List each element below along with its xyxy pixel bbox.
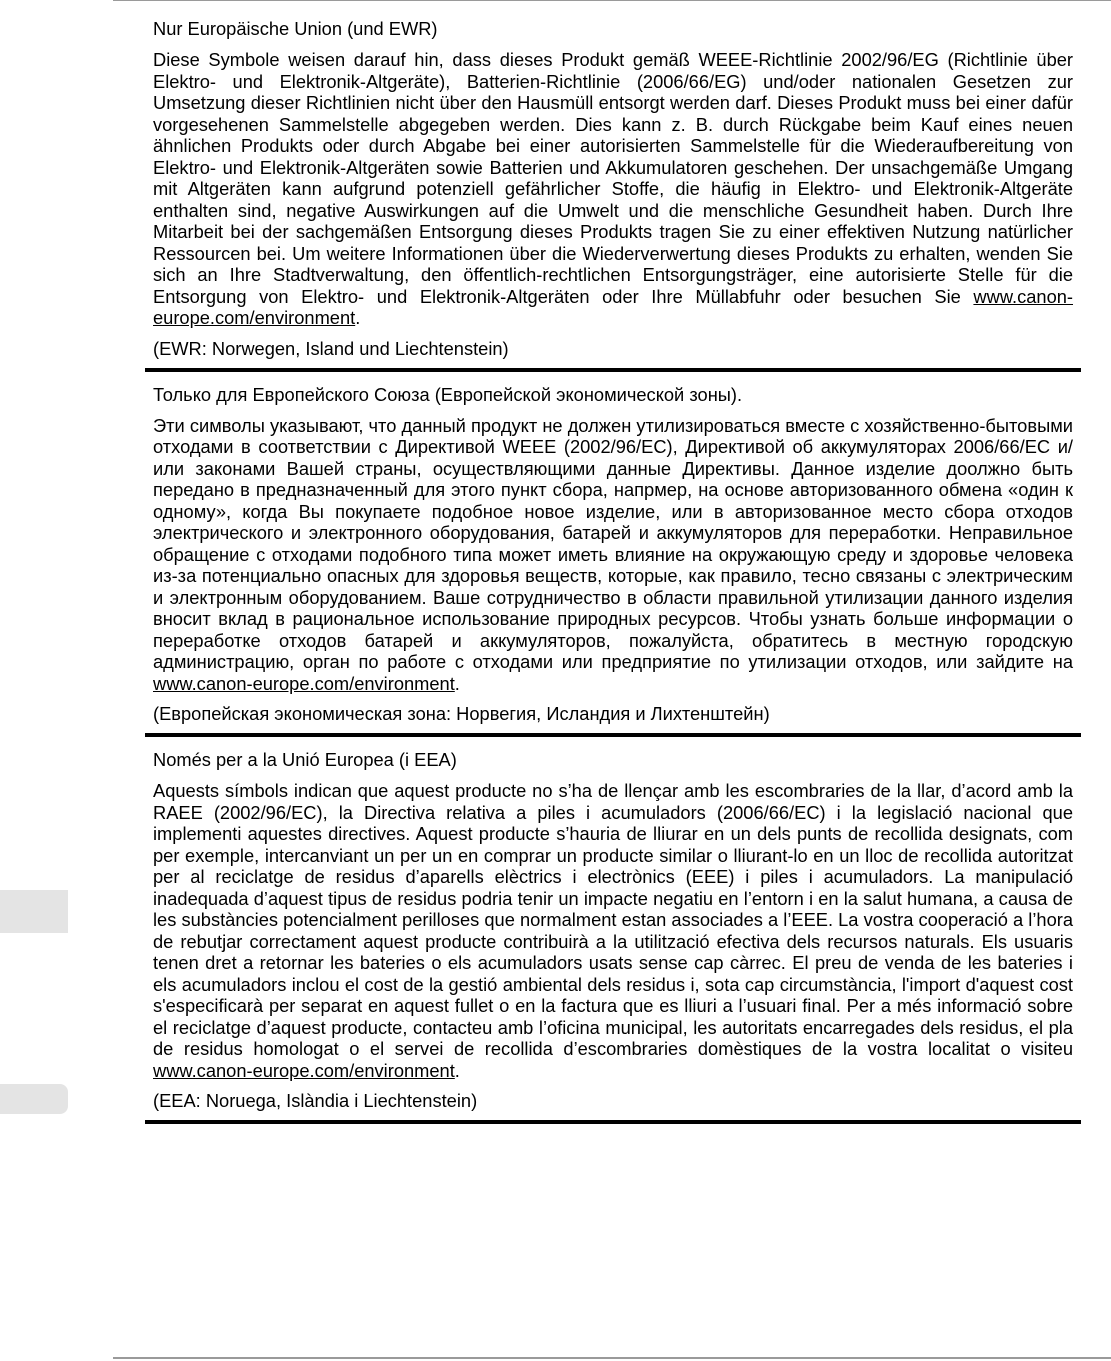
section-catalan: [145, 749, 1081, 1112]
header-rule: [113, 0, 1111, 1]
footer-rule: [113, 1357, 1111, 1359]
area-note: (EWR: Norwegen, Island und Liechtenstein): [153, 337, 509, 359]
section-heading: Nur Europäische Union (und EWR): [153, 18, 438, 39]
body-suffix: .: [355, 307, 361, 328]
section-body: [153, 49, 1073, 329]
body-text: Эти символы указывают, что данный продукт не должен утилизироваться вместе с хозяйственно-бытовыми отходами в соответствии с Директивой WEEE (2002/96/EC), Директивой об аккумуляторах 2006/66/EC и/или законами Вашей страны, осуществляющими данные Директивы. Данное изделие доолжно быть передано в предназначенный для этого пункт сбора, напрмер, на основе авторизованного обмена «один к одному», когда Вы покупаете подобное новое изделие, или в авторизованное место сбора отходов электрического и электронного оборудования, батарей и аккумуляторов для переработки. Неправильное обращение с отходами подобного типа может иметь влияние на окружающую среду и здоровье человека из-за потенциально опасных для здоровья веществ, которые, как правило, тесно связаны с электрическим и электронным оборудованием. Ваше сотрудничество в области правильной утилизации данного изделия вносит вклад в рациональное использование природных ресурсов. Чтобы узнать больше информации о переработке отходов батарей и аккумуляторов, пожалуйста, обратитесь в местную городскую администрацию, орган по работе с отходами или предприятие по утилизации отходов, или зайдите на: [153, 414, 1073, 672]
environment-link[interactable]: www.canon-europe.com/environment: [153, 285, 1073, 328]
body-text: Diese Symbole weisen darauf hin, dass dieses Produkt gemäß WEEE-Richtlinie 2002/96/EG (Richtlinie über Elektro- und Elektronik-Altgeräte), Batterien-Richtlinie (2006/66/EG) und/oder nationalen Gesetzen zur Umsetzung dieser Richtlinien nicht über den Hausmüll entsorgt werden darf. Dieses Produkt muss bei einer dafür vorgesehenen Sammelstelle abgegeben werden. Dies kann z. B. durch Rückgabe beim Kauf eines neuen ähnlichen Produkts oder durch Abgabe bei einer autorisierten Sammelstelle für die Wiederaufbereitung von Elektro- und Elektronik-Altgeräten sowie Batterien und Akkumulatoren geschehen. Der unsachgemäße Umgang mit Altgeräten kann aufgrund potenziell gefährlicher Stoffe, die häufig in Elektro- und Elektronik-Altgeräte enthalten sind, negative Auswirkungen auf die Umwelt und die menschliche Gesundheit haben. Durch Ihre Mitarbeit bei der sachgemäßen Entsorgung dieses Produkts tragen Sie zu einer effektiven Nutzung natürlicher Ressourcen bei. Um weitere Informationen über die Wiederverwertung dieses Produkts zu erhalten, wenden Sie sich an Ihre Stadtverwaltung, den öffentlich-rechtlichen Entsorgungsträger, eine autorisierte Stelle für die Entsorgung von Elektro- und Elektronik-Altgeräten oder Ihre Müllabfuhr oder besuchen Sie: [153, 49, 1073, 307]
side-index-tab[interactable]: [0, 1084, 68, 1114]
body-text: Aquests símbols indican que aquest producte no s’ha de llençar amb les escombraries de la llar, d’acord amb la RAEE (2002/96/EC), la Directiva relativa a piles i acumuladors (2006/66/EC) i la legislació nacional que implementi aquestes directives. Aquest producte s’hauria de lliurar en un dels punts de recollida designats, com per exemple, intercanviant un per un en comprar un producte similar o lliurant-lo en un lloc de recollida autoritzat per al reciclatge de residus d’aparells elèctrics i electrònics (EEE) i piles i acumuladors. La manipulació inadequada d’aquest tipus de residus podria tenir un impacte negatiu en l’entorn i en la salut humana, a causa de les substàncies potencialment perilloses que normalment estan associades a l’EEE. La vostra cooperació a l’hora de rebutjar correctament aquest producte contribuirà a la utilització efectiva dels recursos naturals. Els usuaris tenen dret a retornar les bateries o els acumuladors usats sense cap càrrec. El preu de venda de les bateries i els acumuladors inclou el cost de la gestió ambiental dels residus i, sota cap circumstància, l'import d'aquest cost s'especificarà per separat en aquest fullet o en la factura que es lliuri a l’usuari final. Per a més informació sobre el reciclatge d’aquest producte, contacteu amb l’oficina municipal, les autoritats encarregades dels residus, el pla de residus homologat o el servei de recollida d’escombraries domèstiques de la vostra localitat o visiteu: [153, 780, 1073, 1059]
weee-notice: [145, 18, 1081, 1136]
section-heading: Только для Европейского Союза (Европейской экономической зоны).: [153, 383, 743, 405]
body-suffix: .: [454, 672, 460, 694]
section-divider: [145, 733, 1081, 737]
area-note: (Европейская экономическая зона: Норвегия, Исландия и Лихтенштейн): [153, 703, 770, 724]
environment-link[interactable]: www.canon-europe.com/environment: [153, 1059, 455, 1081]
section-body: [153, 415, 1073, 695]
section-divider: [145, 368, 1081, 372]
environment-link[interactable]: www.canon-europe.com/environment: [153, 672, 455, 694]
body-suffix: .: [454, 1059, 460, 1081]
section-german: [145, 18, 1081, 360]
section-divider: [145, 1120, 1081, 1124]
section-body: [153, 780, 1073, 1081]
section-heading: Només per a la Unió Europea (i EEA): [153, 749, 457, 770]
area-note: (EEA: Noruega, Islàndia i Liechtenstein): [153, 1090, 478, 1111]
side-index-tab-active[interactable]: [0, 890, 68, 933]
section-russian: [145, 384, 1081, 726]
